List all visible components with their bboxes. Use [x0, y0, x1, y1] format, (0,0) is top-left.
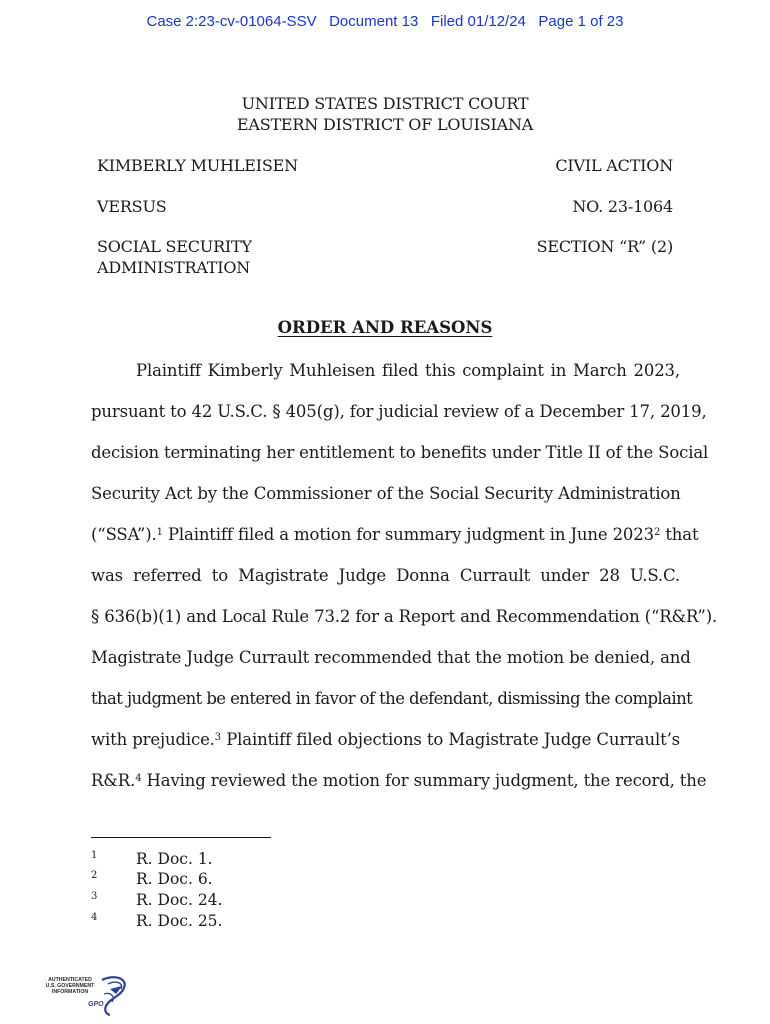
- filed-date: Filed 01/12/24: [430, 13, 526, 30]
- order-title: ORDER AND REASONS: [277, 318, 493, 337]
- footnote-text: R. Doc. 25.: [136, 912, 223, 930]
- body-line-6: was referred to Magistrate Judge Donna Currault under 28 U.S.C.: [91, 566, 680, 585]
- versus-label: VERSUS: [97, 197, 167, 216]
- logo-text-1: AUTHENTICATED: [48, 977, 92, 983]
- motion-text: Plaintiff filed a motion for summary judgment in June 2023: [167, 525, 654, 544]
- logo-text-2: U.S. GOVERNMENT: [45, 983, 95, 989]
- footnote-number: 4: [91, 912, 98, 923]
- footnote-text: R. Doc. 24.: [136, 891, 223, 909]
- footnote-ref-1: 1: [156, 527, 163, 538]
- case-number-caption: NO. 23-1064: [572, 197, 673, 216]
- civil-action-label: CIVIL ACTION: [555, 156, 673, 175]
- body-line-10: with prejudice.$^3$ Plaintiff filed objections to Magistrate Judge Currault’s: [91, 730, 680, 749]
- footnote-number: 1: [91, 850, 98, 861]
- case-header-stamp: [0, 13, 770, 30]
- body-line-9: that judgment be entered in favor of the defendant, dismissing the complaint: [91, 689, 693, 708]
- case-number: Case 2:23-cv-01064-SSV: [146, 13, 317, 30]
- body-line-3: decision terminating her entitlement to benefits under Title II of the Social: [91, 443, 709, 462]
- court-name: UNITED STATES DISTRICT COURT: [241, 94, 529, 113]
- footnote-number: 3: [91, 891, 98, 902]
- gpo-eagle-icon: [44, 974, 130, 1018]
- document-number: Document 13: [329, 13, 419, 30]
- page-indicator: Page 1 of 23: [538, 13, 624, 30]
- defendant-line-1: SOCIAL SECURITY: [97, 237, 252, 256]
- footnote-ref-3: 3: [214, 732, 222, 743]
- court-district: EASTERN DISTRICT OF LOUISIANA: [236, 115, 534, 134]
- plaintiff-name: KIMBERLY MUHLEISEN: [97, 156, 298, 175]
- body-line-2: pursuant to 42 U.S.C. § 405(g), for judicial review of a December 17, 2019,: [91, 402, 707, 421]
- footnote-ref-2: 2: [653, 527, 661, 538]
- body-line-8: Magistrate Judge Currault recommended that the motion be denied, and: [91, 648, 691, 667]
- body-line-1: Plaintiff Kimberly Muhleisen filed this complaint in March 2023,: [136, 361, 680, 380]
- body-line-4: Security Act by the Commissioner of the Social Security Administration: [91, 484, 681, 503]
- footnote-ref-4: 4: [135, 773, 142, 784]
- footnote-text: R. Doc. 6.: [136, 870, 213, 888]
- footnote-divider: [91, 837, 271, 838]
- body-line-7: § 636(b)(1) and Local Rule 73.2 for a Report and Recommendation (“R&R”).: [91, 607, 718, 626]
- defendant-line-2: ADMINISTRATION: [97, 258, 251, 277]
- defendant-name: [97, 236, 252, 278]
- gpo-mark: GPO: [88, 1001, 104, 1008]
- court-heading: [0, 93, 770, 135]
- ssa-abbrev: (“SSA”).: [91, 525, 157, 544]
- body-line-5: (“SSA”).$^1$ Plaintiff filed a motion for summary judgment in June 2023$^2$ that: [91, 525, 699, 544]
- footnote-text: R. Doc. 1.: [136, 850, 213, 868]
- footnote-number: 2: [91, 870, 98, 881]
- logo-text-3: INFORMATION: [51, 989, 89, 995]
- section-label: SECTION “R” (2): [536, 237, 673, 256]
- body-line-11: R&R.$^4$ Having reviewed the motion for summary judgment, the record, the: [91, 771, 707, 790]
- gpo-authentication-logo: [44, 974, 130, 1018]
